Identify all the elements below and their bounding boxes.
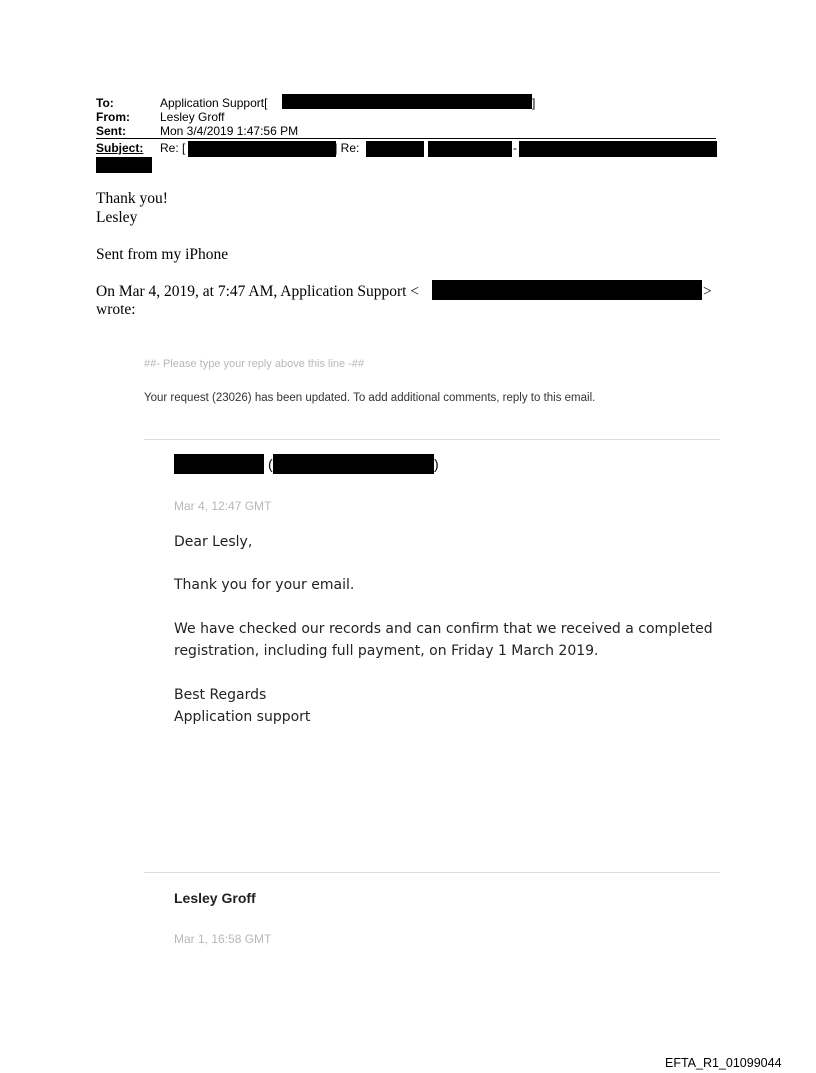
quote-intro-close: > [703,283,712,300]
divider-2 [144,872,720,873]
message1-para1: Thank you for your email. [174,577,355,593]
redaction-subject-4 [519,141,717,157]
to-value: Application Support[ [160,96,268,110]
subject-mid: ] Re: [334,141,360,155]
reply-marker: ##- Please type your reply above this line -## [144,358,365,370]
message2-timestamp: Mar 1, 16:58 GMT [174,932,272,946]
subject-dash: - [513,141,517,155]
from-value: Lesley Groff [160,110,225,124]
redaction-subject-3 [428,141,512,157]
message1-para2-line1: We have checked our records and can confirm that we received a completed [174,621,713,637]
sent-label: Sent: [96,124,126,138]
subject-prefix: Re: [ [160,141,186,155]
reply-line-1: Thank you! [96,190,168,207]
quote-wrote: wrote: [96,301,136,318]
to-close: ] [532,96,536,110]
message1-closing: Best Regards [174,687,267,703]
redaction-subject-5 [96,157,152,173]
redaction-to-address [282,94,532,109]
to-label: To: [96,96,114,110]
agent-open-paren: ( [268,456,273,472]
redaction-subject-1 [188,141,336,157]
document-id: EFTA_R1_01099044 [665,1056,782,1070]
quote-intro: On Mar 4, 2019, at 7:47 AM, Application Support < [96,283,420,300]
redaction-agent-email [273,454,434,474]
agent-close-paren: ) [434,456,439,472]
message1-greeting: Dear Lesly, [174,534,253,550]
reply-line-2: Lesley [96,209,138,226]
message1-timestamp: Mar 4, 12:47 GMT [174,499,272,513]
message1-sender: Application support [174,709,311,725]
message1-para2-line2: registration, including full payment, on Friday 1 March 2019. [174,643,599,659]
header-rule [96,138,716,139]
redaction-agent-name [174,454,264,474]
reply-signature: Sent from my iPhone [96,246,229,263]
sent-value: Mon 3/4/2019 1:47:56 PM [160,124,299,138]
subject-label: Subject: [96,141,144,155]
update-notice: Your request (23026) has been updated. To add additional comments, reply to this email. [144,392,596,404]
divider-1 [144,439,720,440]
redaction-subject-2 [366,141,424,157]
from-label: From: [96,110,130,124]
redaction-support-email [432,280,702,300]
message2-author: Lesley Groff [174,890,256,906]
